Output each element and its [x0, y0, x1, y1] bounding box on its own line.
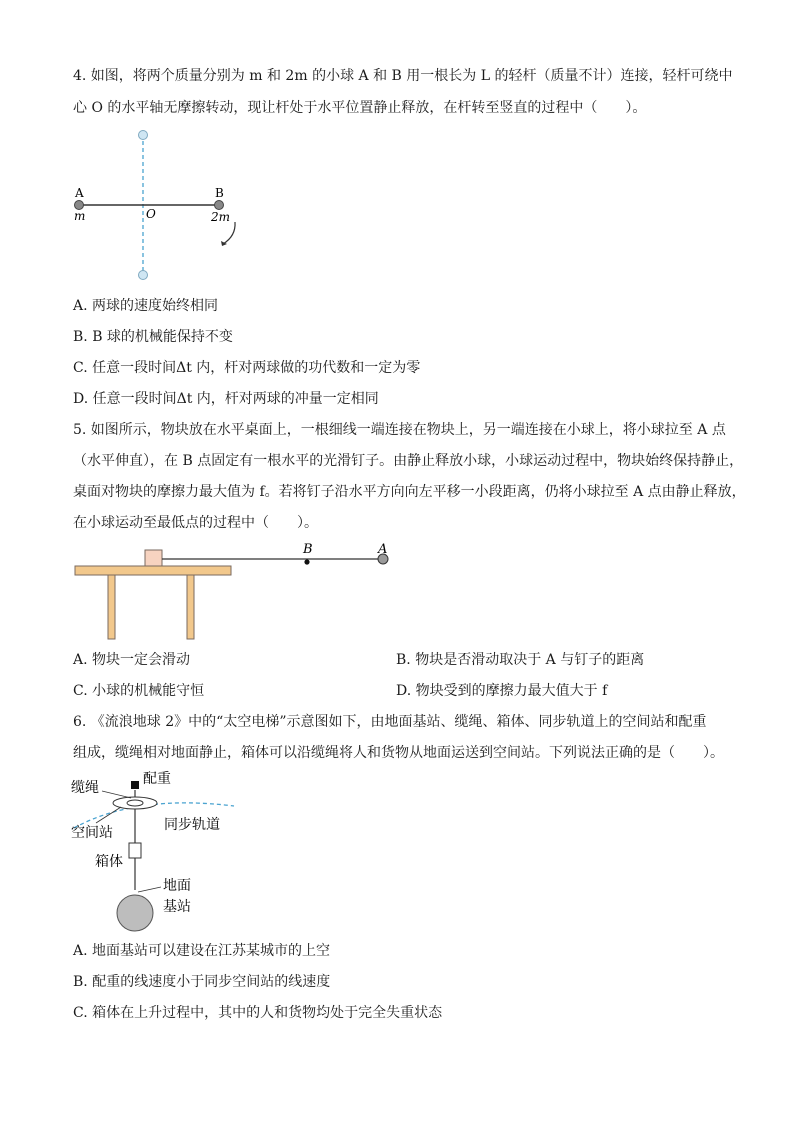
elevator-box — [129, 843, 141, 858]
label-counterweight: 配重 — [143, 771, 171, 787]
table-top — [75, 566, 231, 575]
q6-stem-line-1: 6. 《流浪地球 2》中的“太空电梯”示意图如下，由地面基站、缆绳、箱体、同步轨道上的空间站和配重 — [73, 714, 707, 730]
q5-option-b: B. 物块是否滑动取决于 A 与钉子的距离 — [396, 652, 645, 668]
q5-stem-line-1: 5. 如图所示，物块放在水平桌面上，一根细线一端连接在物块上，另一端连接在小球上，将小球拉至 A 点 — [73, 422, 726, 438]
ball-top-position — [139, 131, 148, 140]
nail-B — [304, 559, 309, 564]
q4-option-c: C. 任意一段时间Δt 内，杆对两球做的功代数和一定为零 — [73, 360, 421, 376]
label-B: B — [215, 186, 224, 200]
label-B: B — [303, 542, 313, 557]
q5-option-c: C. 小球的机械能守恒 — [73, 683, 205, 699]
table-leg-left — [108, 575, 115, 639]
q5-stem-line-3: 桌面对物块的摩擦力最大值为 f。若将钉子沿水平方向向左平移一小段距离，仍将小球拉至 A 点由静止释放， — [73, 484, 746, 500]
q4-option-b: B. B 球的机械能保持不变 — [73, 329, 233, 345]
q6-stem-line-2: 组成，缆绳相对地面静止，箱体可以沿缆绳将人和货物从地面运送到空间站。下列说法正确的是（ ）。 — [73, 745, 724, 761]
label-A: A — [378, 542, 388, 557]
q5-table-figure — [70, 538, 400, 644]
q4-option-d: D. 任意一段时间Δt 内，杆对两球的冲量一定相同 — [73, 391, 379, 407]
q6-option-a: A. 地面基站可以建设在江苏某城市的上空 — [73, 943, 331, 959]
q4-rod-figure — [60, 124, 260, 284]
q4-option-a: A. 两球的速度始终相同 — [73, 298, 219, 314]
q6-space-elevator-figure — [66, 766, 316, 936]
q5-option-d: D. 物块受到的摩擦力最大值大于 f — [396, 683, 608, 699]
label-2m: 2m — [211, 210, 231, 224]
rotation-arrow-icon — [223, 222, 235, 244]
label-sync-orbit: 同步轨道 — [164, 817, 220, 833]
q6-option-c: C. 箱体在上升过程中，其中的人和货物均处于完全失重状态 — [73, 1005, 443, 1021]
label-A: A — [75, 186, 84, 200]
label-cable: 缆绳 — [71, 780, 99, 796]
counterweight — [131, 781, 139, 789]
earth — [117, 895, 153, 931]
q4-stem-line-1: 4. 如图，将两个质量分别为 m 和 2m 的小球 A 和 B 用一根长为 L 的轻杆（质量不计）连接，轻杆可绕中 — [73, 68, 733, 84]
label-m: m — [74, 209, 86, 223]
ball-B — [215, 201, 224, 210]
label-space-station: 空间站 — [71, 825, 113, 841]
label-ground: 地面 — [163, 878, 191, 894]
table-leg-right — [187, 575, 194, 639]
label-box: 箱体 — [95, 854, 123, 870]
q5-option-a: A. 物块一定会滑动 — [73, 652, 191, 668]
q5-stem-line-2: （水平伸直），在 B 点固定有一根水平的光滑钉子。由静止释放小球，小球运动过程中，物块始终保持静止， — [73, 453, 744, 469]
q4-stem-line-2: 心 O 的水平轴无摩擦转动，现让杆处于水平位置静止释放，在杆转至竖直的过程中（ ）。 — [73, 100, 647, 116]
q5-stem-line-4: 在小球运动至最低点的过程中（ ）。 — [73, 515, 318, 531]
label-O: O — [146, 207, 156, 221]
block — [145, 550, 162, 566]
q6-option-b: B. 配重的线速度小于同步空间站的线速度 — [73, 974, 331, 990]
label-station: 基站 — [163, 899, 191, 915]
ball-bottom-position — [139, 271, 148, 280]
